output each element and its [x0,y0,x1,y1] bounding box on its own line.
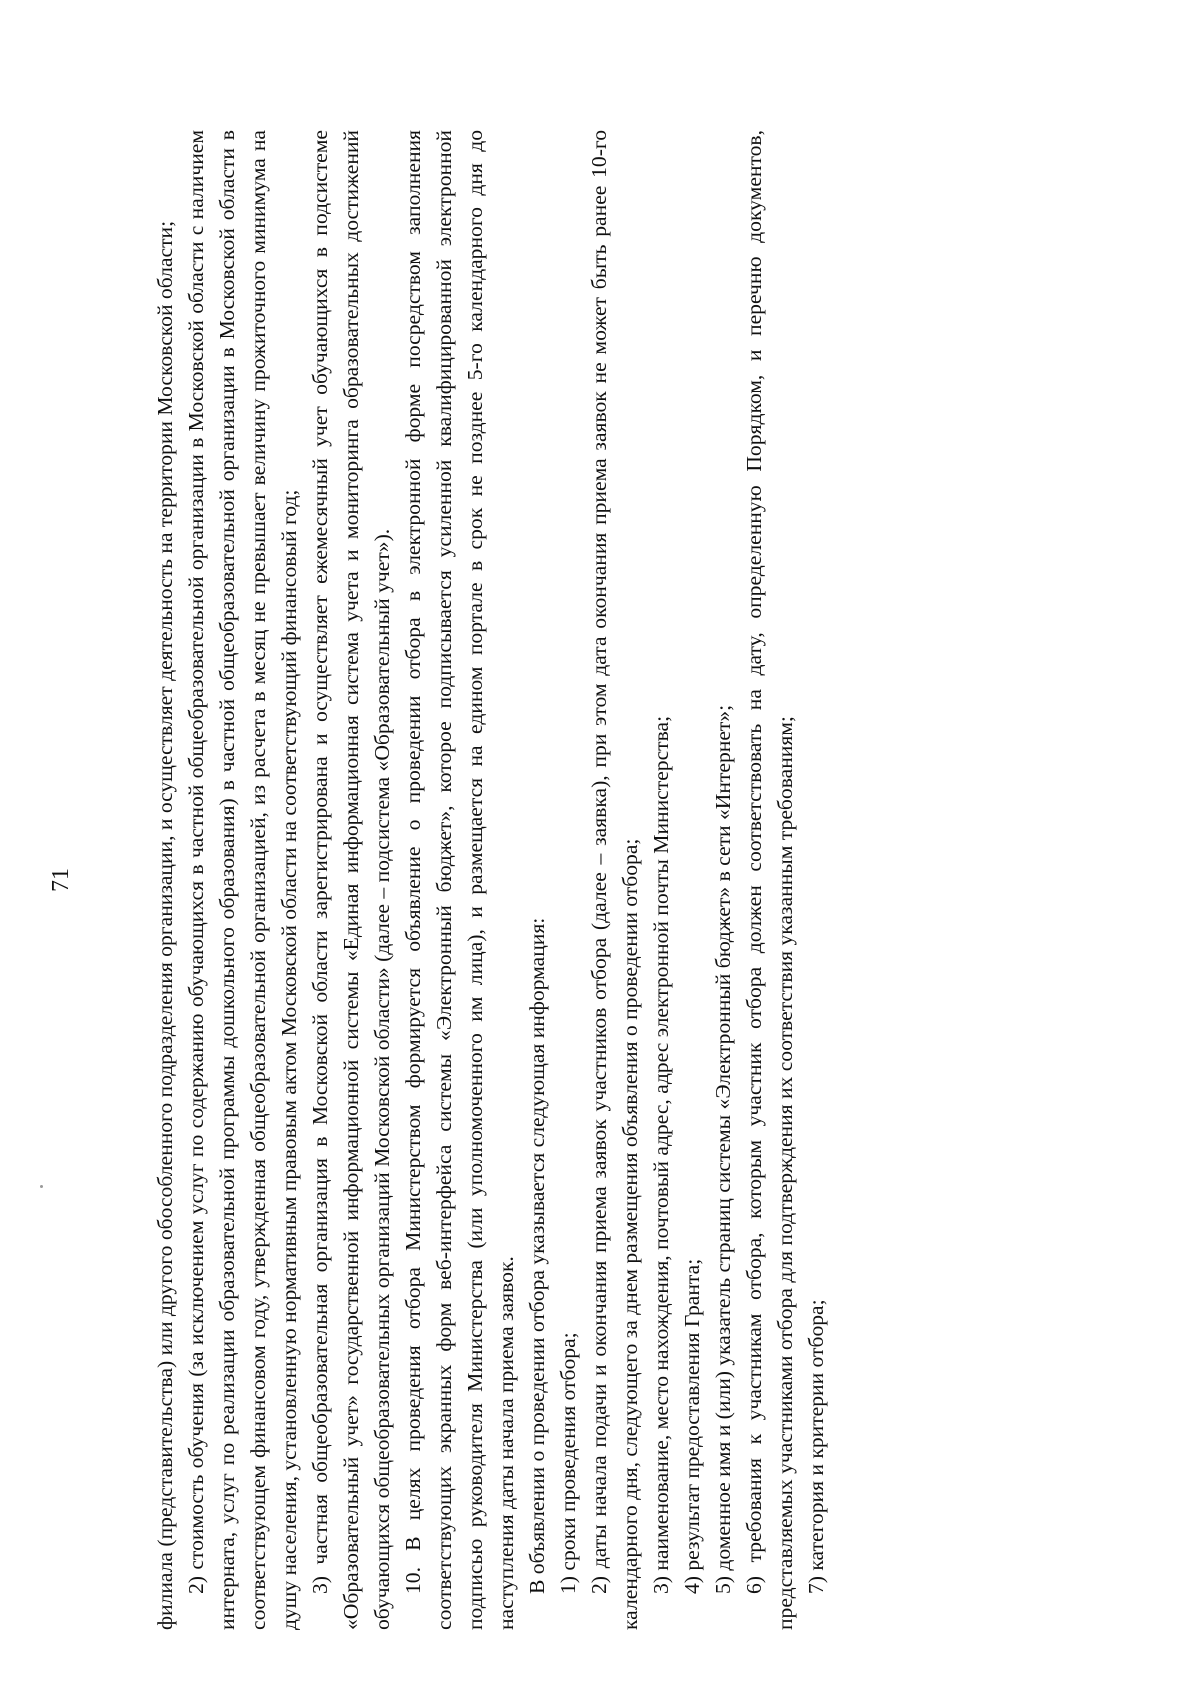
body-text [150,130,832,1630]
paragraph-p12: 7) категория и критерии отбора; [804,1299,828,1594]
rotated-text-frame [48,130,1030,1630]
scan-artifact-dot [40,1185,43,1188]
paragraph-p10: 5) доменное имя и (или) указатель страниц системы «Электронный бюджет» в сети «Интернет»; [711,704,735,1594]
paragraph-p2: 2) стоимость обучения (за исключением услуг по содержанию обучающихся в частной общеобразовательной организации в Московской области с наличием интерната, услуг по реализации образовательной программы дошкольного образования) в частной общеобразовательной организации в Московской области в соответствующем финансовом году, утвержденная общеобразовательной организацией, из расчета в месяц не превышает величину прожиточного минимума на душу населения, установленную нормативным правовым актом Московской области на соответствующий финансовый год; [184,130,301,1630]
paragraph-p11: 6) требования к участникам отбора, которым участник отбора должен соответствовать на дату, определенную Порядком, и перечню документов, представляемых участниками отбора для подтверждения их соответствия указанным требованиям; [742,130,797,1630]
paragraph-p6: 1) сроки проведения отбора; [556,1332,580,1594]
paragraph-p3: 3) частная общеобразовательная организация в Московской области зарегистрирована и осуществляет ежемесячный учет обучающихся в подсистеме «Образовательный учет» государственной информационной системы «Единая информационная система учета и мониторинга образовательных достижений обучающихся общеобразовательных организаций Московской области» (далее – подсистема «Образовательный учет»). [308,130,394,1630]
paragraph-p4: 10. В целях проведения отбора Министерством формируется объявление о проведении отбора в электронной форме посредством заполнения соответствующих экранных форм веб-интерфейса системы «Электронный бюджет», которое подписывается усиленной квалифицированной электронной подписью руководителя Министерства (или уполномоченного им лица), и размещается на едином портале в срок не позднее 5-го календарного дня до наступления даты начала приема заявок. [401,130,518,1630]
paragraph-p1: филиала (представительства) или другого обособленного подразделения организации, и осуществляет деятельность на территории Московской области; [153,220,177,1630]
paragraph-p8: 3) наименование, место нахождения, почтовый адрес, адрес электронной почты Министерства; [649,715,673,1594]
paragraph-p7: 2) даты начала подачи и окончания приема заявок участников отбора (далее – заявка), при этом дата окончания приема заявок не может быть ранее 10-го календарного дня, следующего за днем размещения объявления о проведении отбора; [587,130,642,1630]
page-number: 71 [48,868,74,892]
paragraph-p5: В объявлении о проведении отбора указывается следующая информация: [525,917,549,1594]
paragraph-p9: 4) результат предоставления Гранта; [680,1258,704,1594]
